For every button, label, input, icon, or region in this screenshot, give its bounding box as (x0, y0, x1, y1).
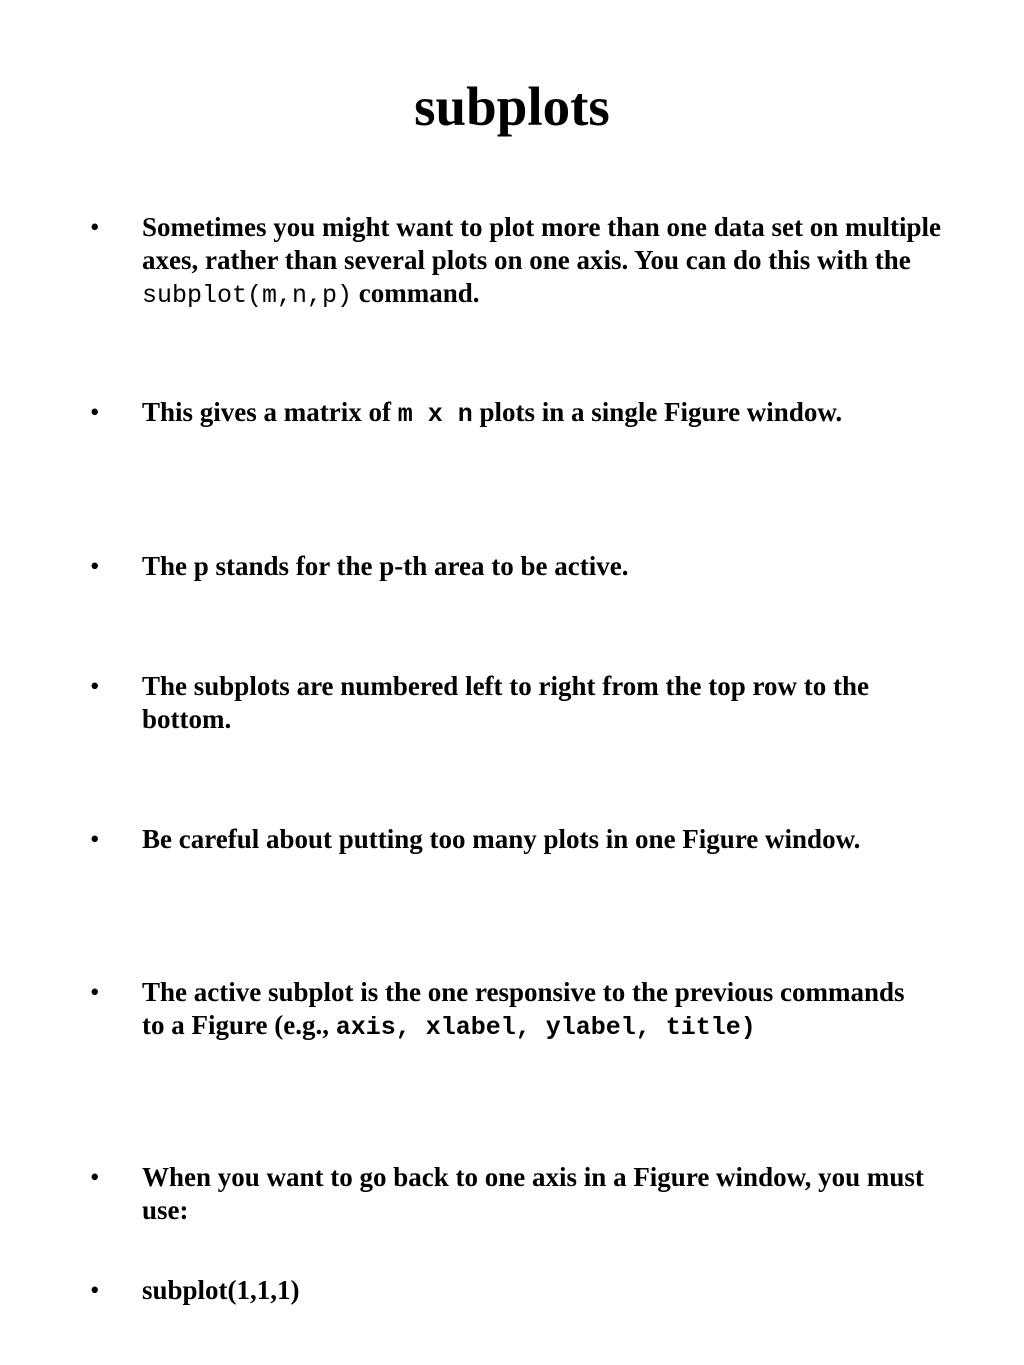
slide-title: subplots (414, 76, 610, 137)
bullet-text-span: Sometimes you might want to plot more than one data set on multiple axes, rather than several plots on one axis. You can do this with the (142, 212, 941, 275)
bullet-dot: • (90, 1275, 100, 1305)
bullet-text-span: The active subplot is the one responsive to the previous commands to a Figure (e.g., (142, 977, 905, 1040)
bullet-dot: • (90, 551, 100, 581)
bullet-text: When you want to go back to one axis in a Figure window, you must use: (142, 1162, 924, 1225)
bullet-text-span: command. (352, 278, 480, 308)
inline-code: subplot(m,n,p) (142, 281, 353, 310)
bullet-dot: • (90, 1162, 100, 1192)
inline-code: axis, xlabel, ylabel, title) (335, 1013, 756, 1042)
inline-code: m x n (397, 400, 473, 429)
bullet-dot: • (90, 977, 100, 1007)
bullet-text: Be careful about putting too many plots in one Figure window. (142, 824, 861, 854)
bullet-dot: • (90, 212, 100, 242)
bullet-text: subplot(1,1,1) (142, 1275, 300, 1305)
bullet-dot: • (90, 671, 100, 701)
bullet-text-span: This gives a matrix of (142, 397, 398, 427)
bullet-text (142, 396, 862, 431)
bullet-text: The subplots are numbered left to right from the top row to the bottom. (142, 671, 869, 734)
bullet-dot: • (90, 397, 100, 427)
bullet-text (142, 211, 942, 312)
bullet-text: The p stands for the p-th area to be active. (142, 551, 629, 581)
bullet-dot: • (90, 824, 100, 854)
bullet-text (142, 976, 932, 1044)
bullet-text-span: plots in a single Figure window. (472, 397, 843, 427)
